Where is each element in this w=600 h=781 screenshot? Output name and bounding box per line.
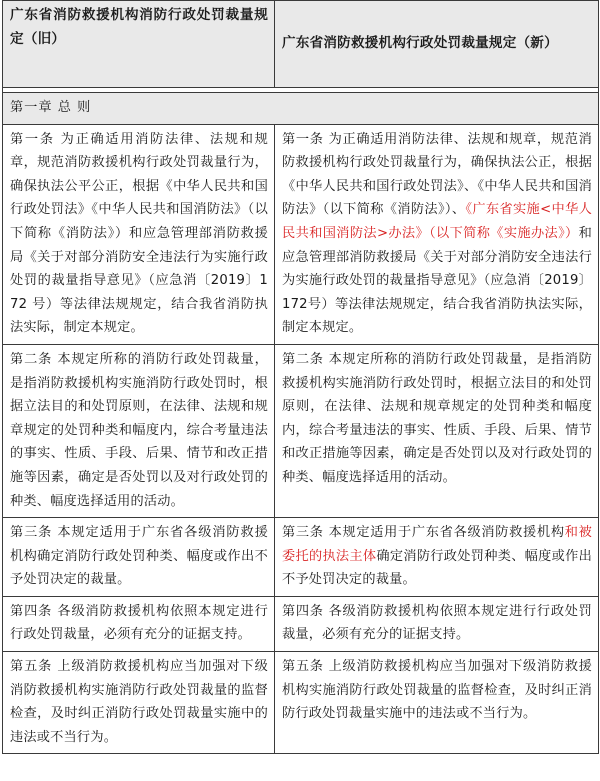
comparison-table [2, 0, 599, 754]
article-2-old: 第二条 本规定所称的消防行政处罚裁量，是指消防救援机构实施消防行政处罚时，根据立法目的和处罚原则，在法律、法规和规章规定的处罚种类和幅度内，综合考量违法的事实、性质、手段、后果、情节和改正措施等因素，确定是否处罚以及对行政处罚的种类、幅度选择适用的活动。 [3, 344, 275, 517]
article-5-new-text: 第五条 上级消防救援机构应当加强对下级消防救援机构实施消防行政处罚裁量的监督检查，及时纠正消防行政处罚裁量实施中的违法或不当行为。 [282, 659, 592, 722]
article-5-new [275, 652, 599, 754]
article-3-new-change: 和被委托的执法主体 [282, 525, 592, 564]
article-row [3, 344, 599, 517]
article-row [3, 652, 599, 754]
article-1-new-text-tail: 和应急管理部消防救援局《关于对部分消防安全违法行为实施行政处罚的裁量指导意见》（应急消〔2019〕172号）等法律法规规定，结合我省消防执法实际，制定本规定。 [282, 225, 592, 336]
article-1-new-change: 《广东省实施<中华人民共和国消防法>办法》（以下简称《实施办法》） [282, 202, 592, 241]
article-2-new [275, 344, 599, 517]
article-4-new [275, 596, 599, 651]
chapter-row [3, 93, 599, 125]
article-row [3, 596, 599, 651]
article-3-new [275, 518, 599, 597]
article-3-new-text-tail: 确定消防行政处罚种类、幅度或作出不予处罚决定的裁量。 [282, 548, 592, 588]
header-new: 广东省消防救援机构行政处罚裁量规定（新） [275, 1, 599, 88]
article-2-new-text: 第二条 本规定所称的消防行政处罚裁量，是指消防救援机构实施消防行政处罚时，根据立法目的和处罚原则，在法律、法规和规章规定的处罚种类和幅度内，综合考量违法的事实、性质、手段、后果、情节和改正措施等因素，确定是否处罚以及对行政处罚的种类、幅度选择适用的活动。 [282, 351, 592, 485]
article-4-new-text: 第四条 各级消防救援机构依照本规定进行行政处罚裁量，必须有充分的证据支持。 [282, 603, 592, 643]
article-row [3, 124, 599, 344]
chapter-title: 第一章 总 则 [3, 93, 599, 125]
article-row [3, 518, 599, 597]
header-row [3, 1, 599, 88]
article-4-old: 第四条 各级消防救援机构依照本规定进行行政处罚裁量，必须有充分的证据支持。 [3, 596, 275, 651]
article-5-old: 第五条 上级消防救援机构应当加强对下级消防救援机构实施消防行政处罚裁量的监督检查，及时纠正消防行政处罚裁量实施中的违法或不当行为。 [3, 652, 275, 754]
article-1-old: 第一条 为正确适用消防法律、法规和规章，规范消防救援机构行政处罚裁量行为，确保执法公平公正，根据《中华人民共和国行政处罚法》《中华人民共和国消防法》（以下简称《消防法》）和应急管理部消防救援局《关于对部分消防安全违法行为实施行政处罚的裁量指导意见》（应急消〔2019〕172 号）等法律法规规定，结合我省消防执法实际，制定本规定。 [3, 124, 275, 344]
header-old: 广东省消防救援机构消防行政处罚裁量规定（旧） [3, 1, 275, 88]
article-1-new-text: 第一条 为正确适用消防法律、法规和规章，规范消防救援机构行政处罚裁量行为，确保执法公正，根据《中华人民共和国行政处罚法》、《中华人民共和国消防法》（以下简称《消防法》）、 [282, 131, 592, 218]
article-3-new-text: 第三条 本规定适用于广东省各级消防救援机构 [282, 525, 565, 541]
article-1-new [275, 124, 599, 344]
article-3-old: 第三条 本规定适用于广东省各级消防救援机构确定消防行政处罚种类、幅度或作出不予处罚决定的裁量。 [3, 518, 275, 597]
